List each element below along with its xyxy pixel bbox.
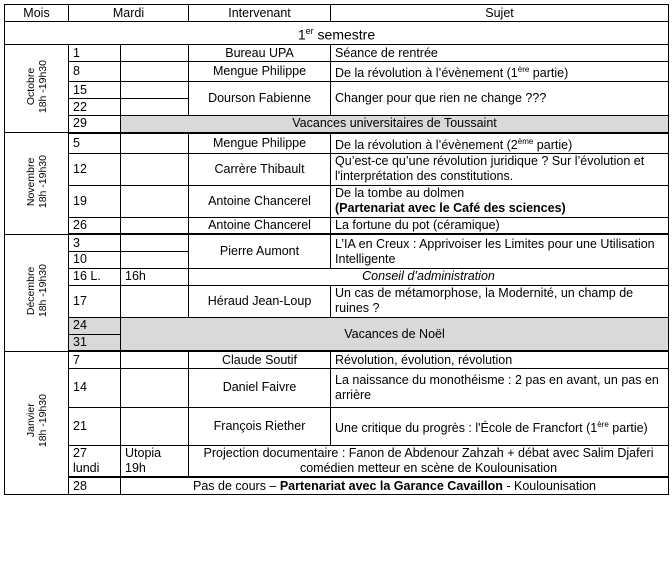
subject-cell: Projection documentaire : Fanon de Abdenour Zahzah + débat avec Salim Djaferi comédien metteur en scène de Koulounisation <box>189 445 669 477</box>
header-sujet: Sujet <box>331 5 669 22</box>
table-row <box>5 407 669 445</box>
empty-cell <box>121 62 189 82</box>
day-cell: 17 <box>69 285 121 317</box>
speaker-cell: Dourson Fabienne <box>189 82 331 116</box>
table-row <box>5 153 669 185</box>
month-decembre: Décembre 18h -19h30 <box>5 234 69 351</box>
day-cell: 26 <box>69 217 121 234</box>
subject-cell: Séance de rentrée <box>331 45 669 62</box>
day-cell: 12 <box>69 153 121 185</box>
place-cell: Utopia 19h <box>121 445 189 477</box>
subject-cell: De la révolution à l’évènement (1ère partie) <box>331 62 669 82</box>
day-cell: 22 <box>69 99 121 116</box>
empty-cell <box>121 99 189 116</box>
day-cell: 5 <box>69 133 121 154</box>
speaker-cell: Antoine Chancerel <box>189 185 331 217</box>
day-cell: 27 lundi <box>69 445 121 477</box>
subject-cell: Conseil d’administration <box>189 268 669 285</box>
speaker-cell: Bureau UPA <box>189 45 331 62</box>
subject-cell: Une critique du progrès : l'École de Francfort (1ère partie) <box>331 407 669 445</box>
table-row <box>5 185 669 217</box>
day-cell: 8 <box>69 62 121 82</box>
table-row <box>5 62 669 82</box>
subject-cell: De la révolution à l’évènement (2ème partie) <box>331 133 669 154</box>
holiday-cell: Vacances de Noël <box>121 317 669 351</box>
speaker-cell: Héraud Jean-Loup <box>189 285 331 317</box>
empty-cell <box>121 217 189 234</box>
day-cell: 3 <box>69 234 121 251</box>
table-row <box>5 45 669 62</box>
empty-cell <box>121 368 189 407</box>
time-cell: 16h <box>121 268 189 285</box>
empty-cell <box>121 133 189 154</box>
semester-title: 1er semestre <box>5 22 669 45</box>
subject-cell: L’IA en Creux : Apprivoiser les Limites pour une Utilisation Intelligente <box>331 234 669 268</box>
day-cell: 21 <box>69 407 121 445</box>
table-row <box>5 116 669 133</box>
day-cell: 28 <box>69 477 121 494</box>
table-row <box>5 351 669 368</box>
speaker-cell: Mengue Philippe <box>189 62 331 82</box>
header-mardi: Mardi <box>69 5 189 22</box>
speaker-cell: Claude Soutif <box>189 351 331 368</box>
speaker-cell: Pierre Aumont <box>189 234 331 268</box>
day-cell: 31 <box>69 334 121 351</box>
empty-cell <box>121 234 189 251</box>
table-row <box>5 477 669 494</box>
empty-cell <box>121 185 189 217</box>
month-novembre: Novembre 18h -19h30 <box>5 133 69 235</box>
table-row <box>5 133 669 154</box>
subject-cell: Qu’est-ce qu’une révolution juridique ? Sur l’évolution et l'interprétation des constitutions. <box>331 153 669 185</box>
empty-cell <box>121 153 189 185</box>
holiday-cell: Vacances universitaires de Toussaint <box>121 116 669 133</box>
table-row <box>5 368 669 407</box>
day-cell: 10 <box>69 251 121 268</box>
empty-cell <box>121 82 189 99</box>
speaker-cell: Antoine Chancerel <box>189 217 331 234</box>
semester-row <box>5 22 669 45</box>
table-row <box>5 317 669 334</box>
table-row <box>5 234 669 251</box>
subject-cell: La fortune du pot (céramique) <box>331 217 669 234</box>
month-janvier: Janvier 18h -19h30 <box>5 351 69 494</box>
month-octobre: Octobre 18h -19h30 <box>5 45 69 133</box>
subject-cell: Un cas de métamorphose, la Modernité, un champ de ruines ? <box>331 285 669 317</box>
day-cell: 29 <box>69 116 121 133</box>
header-row <box>5 5 669 22</box>
day-cell: 15 <box>69 82 121 99</box>
subject-cell: De la tombe au dolmen (Partenariat avec le Café des sciences) <box>331 185 669 217</box>
schedule-table <box>4 4 669 495</box>
table-row <box>5 445 669 477</box>
speaker-cell: Mengue Philippe <box>189 133 331 154</box>
day-cell: 14 <box>69 368 121 407</box>
subject-cell: Révolution, évolution, révolution <box>331 351 669 368</box>
speaker-cell: Daniel Faivre <box>189 368 331 407</box>
header-mois: Mois <box>5 5 69 22</box>
empty-cell <box>121 285 189 317</box>
day-cell: 16 L. <box>69 268 121 285</box>
day-cell: 7 <box>69 351 121 368</box>
table-row <box>5 217 669 234</box>
empty-cell <box>121 351 189 368</box>
table-row <box>5 82 669 99</box>
subject-cell: Pas de cours – Partenariat avec la Garance Cavaillon - Koulounisation <box>121 477 669 494</box>
day-cell: 24 <box>69 317 121 334</box>
empty-cell <box>121 251 189 268</box>
table-row <box>5 285 669 317</box>
day-cell: 1 <box>69 45 121 62</box>
table-row <box>5 268 669 285</box>
speaker-cell: Carrère Thibault <box>189 153 331 185</box>
subject-cell: Changer pour que rien ne change ??? <box>331 82 669 116</box>
speaker-cell: François Riether <box>189 407 331 445</box>
empty-cell <box>121 45 189 62</box>
header-intervenant: Intervenant <box>189 5 331 22</box>
subject-cell: La naissance du monothéisme : 2 pas en avant, un pas en arrière <box>331 368 669 407</box>
empty-cell <box>121 407 189 445</box>
day-cell: 19 <box>69 185 121 217</box>
